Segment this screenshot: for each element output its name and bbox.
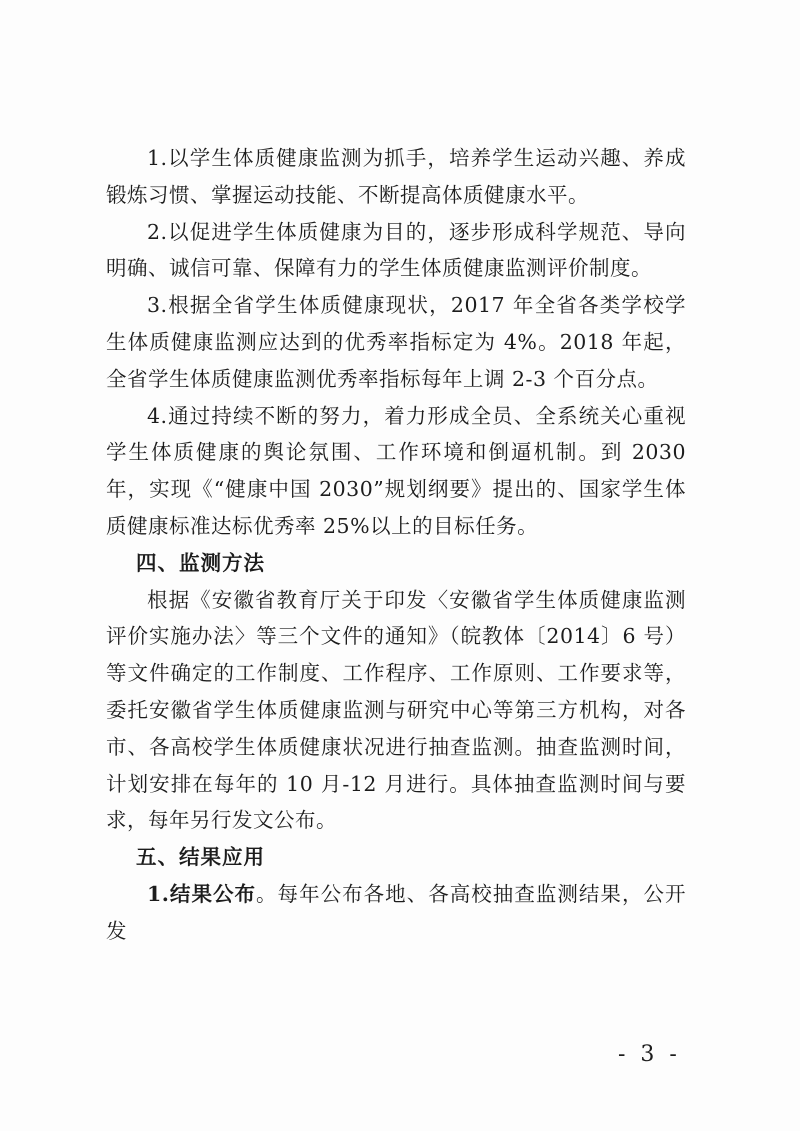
- paragraph-result-publication: [106, 876, 686, 950]
- section-heading-result-application: 五、结果应用: [136, 845, 265, 870]
- paragraph-goal-1: 1.以学生体质健康监测为抓手，培养学生运动兴趣、养成锻炼习惯、掌握运动技能、不断提高体质健康水平。: [106, 146, 686, 207]
- paragraph-goal-3: 3.根据全省学生体质健康现状，2017 年全省各类学校学生体质健康监测应达到的优秀率指标定为 4%。2018 年起，全省学生体质健康监测优秀率指标每年上调 2-3 个百分点。: [106, 293, 686, 391]
- result-publication-text: 。每年公布各地、各高校抽查监测结果，公开发: [106, 881, 687, 943]
- result-publication-lead: 1.结果公布: [147, 881, 257, 906]
- section-heading-monitoring-method: 四、监测方法: [136, 550, 265, 575]
- document-body: [106, 140, 686, 950]
- paragraph-goal-2: 2.以促进学生体质健康为目的，逐步形成科学规范、导向明确、诚信可靠、保障有力的学生体质健康监测评价制度。: [106, 219, 686, 281]
- paragraph-monitoring-method: 根据《安徽省教育厅关于印发〈安徽省学生体质健康监测评价实施办法〉等三个文件的通知》（皖教体〔2014〕6 号）等文件确定的工作制度、工作程序、工作原则、工作要求等，委托安徽省学生体质健康监测与研究中心等第三方机构，对各市、各高校学生体质健康状况进行抽查监测。抽查监测时间，计划安排在每年的 10 月-12 月进行。具体抽查监测时间与要求，每年另行发文公布。: [106, 587, 686, 833]
- page-number: - 3 -: [618, 1042, 681, 1067]
- paragraph-goal-4: 4.通过持续不断的努力，着力形成全员、全系统关心重视学生体质健康的舆论氛围、工作环境和倒逼机制。到 2030 年，实现《“健康中国 2030”规划纲要》提出的、国家学生体质健康标准达标优秀率 25%以上的目标任务。: [106, 403, 686, 538]
